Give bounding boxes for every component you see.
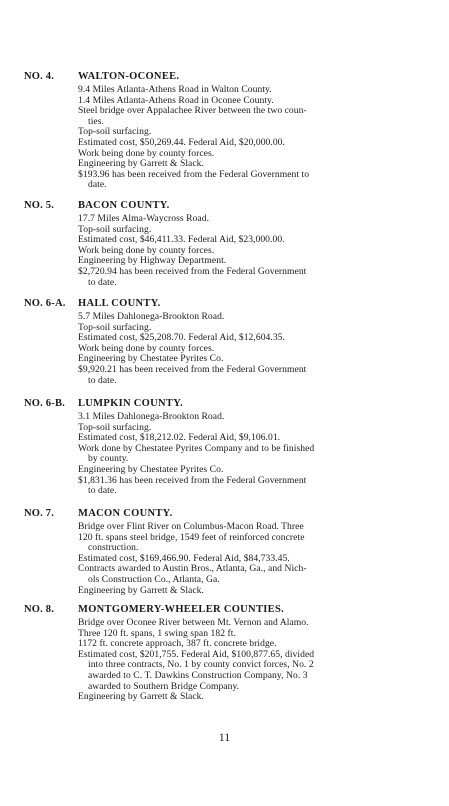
detail-line: Top-soil surfacing. xyxy=(78,421,152,433)
detail-line: Top-soil surfacing. xyxy=(78,321,152,333)
detail-line: Contracts awarded to Austin Bros., Atlanta, Ga., and Nich- xyxy=(78,563,307,575)
detail-line: Work done by Chestatee Pyrites Company and to be finished xyxy=(78,442,315,454)
detail-line: Bridge over Oconee River between Mt. Vernon and Alamo. xyxy=(78,617,309,628)
detail-line: date. xyxy=(88,179,107,191)
project-number: NO. 6-B. xyxy=(24,398,65,409)
detail-line: Engineering by Chestatee Pyrites Co. xyxy=(78,353,224,365)
project-number: NO. 4. xyxy=(24,71,55,82)
detail-line: Engineering by Garrett & Slack. xyxy=(78,158,204,170)
project-number: NO. 8. xyxy=(24,604,55,615)
detail-line: $2,720.94 has been received from the Federal Government xyxy=(78,265,307,277)
detail-line: awarded to Southern Bridge Company. xyxy=(88,680,240,692)
detail-line: Work being done by county forces. xyxy=(78,342,215,354)
detail-line: Steel bridge over Appalachee River between the two coun- xyxy=(78,105,307,117)
detail-line: Top-soil surfacing. xyxy=(78,223,152,235)
detail-line: 1.4 Miles Atlanta-Athens Road in Oconee County. xyxy=(78,94,274,106)
detail-line: to date. xyxy=(88,374,117,386)
project-details xyxy=(78,618,408,703)
detail-line: $193.96 has been received from the Federal Government to xyxy=(78,168,310,180)
detail-line: Engineering by Highway Department. xyxy=(78,255,227,267)
detail-line: Engineering by Garrett & Slack. xyxy=(78,691,204,703)
detail-line: Top-soil surfacing. xyxy=(78,126,152,138)
detail-line: Estimated cost, $18,212.02. Federal Aid, $9,106.01. xyxy=(78,432,281,444)
project-title: LUMPKIN COUNTY. xyxy=(78,398,184,409)
detail-line: $1,831.36 has been received from the Federal Government xyxy=(78,474,307,486)
detail-line: into three contracts, No. 1 by county convict forces, No. 2 xyxy=(88,659,314,671)
detail-line: construction. xyxy=(88,542,139,554)
project-number: NO. 6-A. xyxy=(24,298,66,309)
detail-line: Estimated cost, $201,755. Federal Aid, $100,877.65, divided xyxy=(78,648,315,660)
project-details xyxy=(78,85,408,191)
detail-line: 17.7 Miles Alma-Waycross Road. xyxy=(78,213,210,224)
detail-line: Estimated cost, $50,269.44. Federal Aid, $20,000.00. xyxy=(78,136,285,148)
detail-line: Bridge over Flint River on Columbus-Macon Road. Three xyxy=(78,521,304,532)
detail-line: Work being done by county forces. xyxy=(78,244,215,256)
project-details xyxy=(78,412,408,497)
project-details xyxy=(78,214,408,288)
detail-line: Engineering by Chestatee Pyrites Co. xyxy=(78,463,224,475)
detail-line: ties. xyxy=(88,115,104,127)
detail-line: 1172 ft. concrete approach, 387 ft. concrete bridge. xyxy=(78,638,277,650)
detail-line: Work being done by county forces. xyxy=(78,147,215,159)
detail-line: 5.7 Miles Dahlonega-Brookton Road. xyxy=(78,311,225,322)
detail-line: to date. xyxy=(88,276,117,288)
project-number: NO. 7. xyxy=(24,508,55,519)
project-details xyxy=(78,522,408,596)
detail-line: Estimated cost, $46,411.33. Federal Aid, $23,000.00. xyxy=(78,234,285,246)
project-number: NO. 5. xyxy=(24,200,55,211)
project-details xyxy=(78,312,408,386)
detail-line: 120 ft. spans steel bridge, 1549 feet of reinforced concrete xyxy=(78,531,305,543)
detail-line: Three 120 ft. spans, 1 swing span 182 ft. xyxy=(78,627,236,639)
detail-line: 3.1 Miles Dahlonega-Brookton Road. xyxy=(78,411,225,422)
project-title: HALL COUNTY. xyxy=(78,298,161,309)
detail-line: 9.4 Miles Atlanta-Athens Road in Walton County. xyxy=(78,84,272,95)
project-title: MONTGOMERY-WHEELER COUNTIES. xyxy=(78,604,285,615)
project-title: BACON COUNTY. xyxy=(78,200,170,211)
detail-line: Estimated cost, $169,466.90. Federal Aid, $84,733.45. xyxy=(78,552,290,564)
detail-line: $9,920.21 has been received from the Federal Government xyxy=(78,363,307,375)
page-number: 11 xyxy=(218,730,231,744)
detail-line: awarded to C. T. Dawkins Construction Company, No. 3 xyxy=(88,669,308,681)
project-title: MACON COUNTY. xyxy=(78,508,173,519)
detail-line: by county. xyxy=(88,453,129,465)
detail-line: to date. xyxy=(88,485,117,497)
detail-line: Estimated cost, $25,208.70. Federal Aid, $12,604.35. xyxy=(78,332,285,344)
detail-line: Engineering by Garrett & Slack. xyxy=(78,584,204,596)
project-title: WALTON-OCONEE. xyxy=(78,71,180,82)
detail-line: ols Construction Co., Atlanta, Ga. xyxy=(88,573,220,585)
